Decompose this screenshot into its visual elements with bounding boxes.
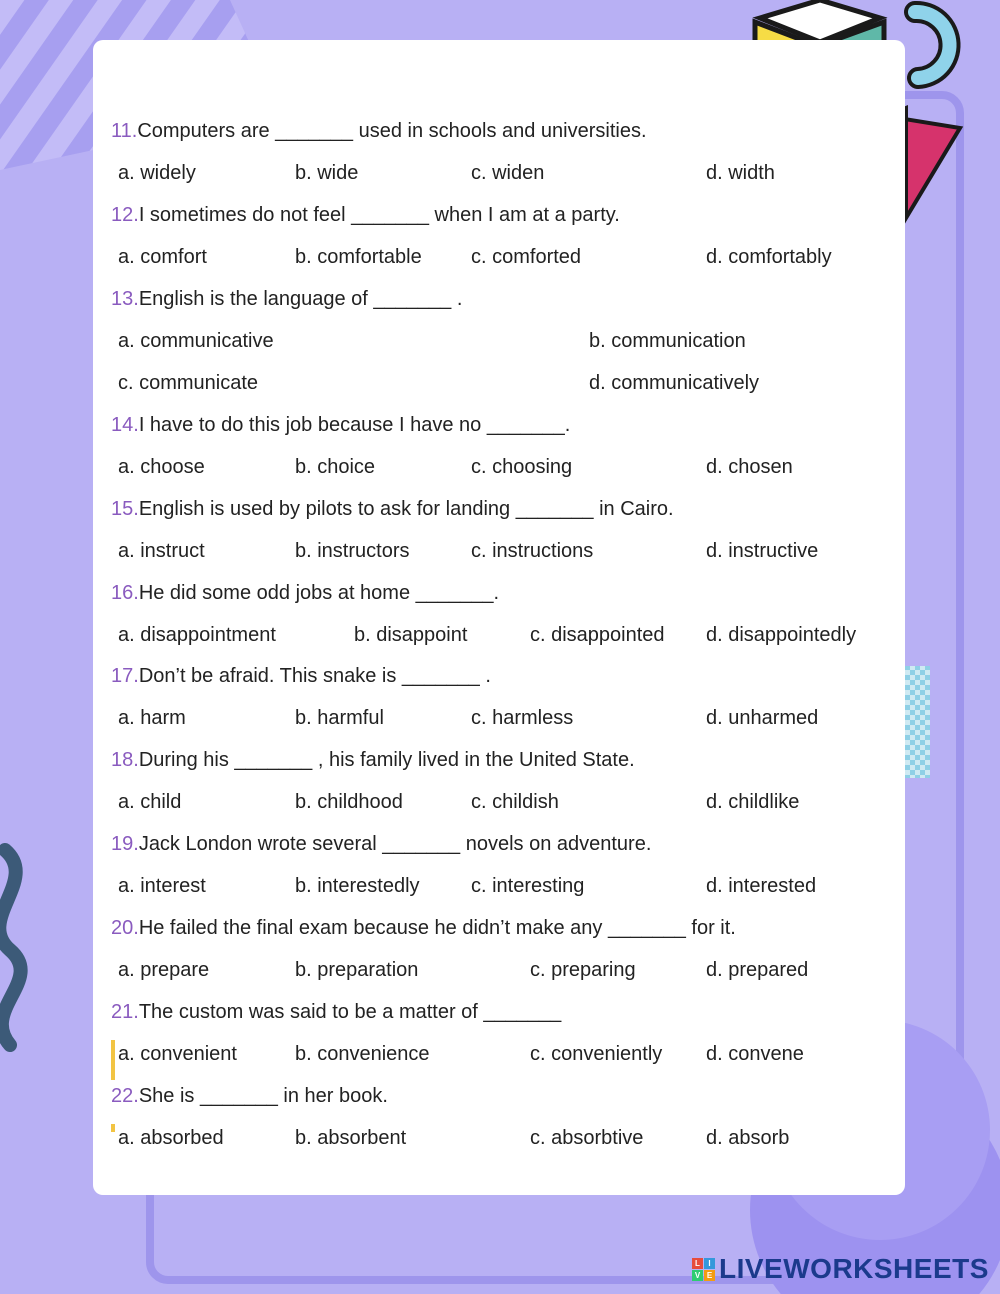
option-14-c[interactable]: c. choosing: [471, 456, 573, 478]
option-22-d[interactable]: d. absorb: [706, 1127, 790, 1149]
option-14-d[interactable]: d. chosen: [706, 456, 793, 478]
question-text: Jack London wrote several _______ novels on adventure.: [138, 833, 652, 855]
question-number: 21.: [111, 1001, 139, 1023]
option-17-b[interactable]: b. harmful: [295, 707, 384, 729]
question-number: 20.: [111, 917, 139, 939]
question-11: [111, 120, 647, 143]
option-16-c[interactable]: c. disappointed: [530, 624, 665, 646]
option-15-b[interactable]: b. instructors: [295, 540, 410, 562]
option-11-b[interactable]: b. wide: [295, 162, 359, 184]
option-19-d[interactable]: d. interested: [706, 875, 817, 897]
option-11-c[interactable]: c. widen: [471, 162, 545, 184]
option-18-a[interactable]: a. child: [118, 791, 182, 813]
option-12-c[interactable]: c. comforted: [471, 246, 582, 268]
brand-name: LIVEWORKSHEETS: [719, 1253, 989, 1284]
question-text: I have to do this job because I have no _______.: [138, 414, 571, 436]
question-21: [111, 1001, 561, 1024]
logo-icon: L I V E: [692, 1258, 715, 1281]
option-21-c[interactable]: c. conveniently: [530, 1043, 663, 1065]
option-13-c[interactable]: c. communicate: [118, 372, 259, 394]
question-number: 15.: [111, 498, 139, 520]
question-14: [111, 414, 570, 437]
option-16-b[interactable]: b. disappoint: [354, 624, 468, 646]
option-19-a[interactable]: a. interest: [118, 875, 206, 897]
option-11-d[interactable]: d. width: [706, 162, 775, 184]
option-13-b[interactable]: b. communication: [589, 330, 746, 352]
option-22-c[interactable]: c. absorbtive: [530, 1127, 644, 1149]
question-text: I sometimes do not feel _______ when I am at a party.: [138, 204, 620, 226]
option-14-a[interactable]: a. choose: [118, 456, 205, 478]
question-number: 11.: [111, 120, 138, 142]
option-16-a[interactable]: a. disappointment: [118, 624, 276, 646]
option-11-a[interactable]: a. widely: [118, 162, 196, 184]
question-text: Don’t be afraid. This snake is _______ .: [138, 665, 491, 687]
question-text: During his _______ , his family lived in the United State.: [138, 749, 635, 771]
liveworksheets-logo: [692, 1254, 989, 1284]
option-20-a[interactable]: a. prepare: [118, 959, 210, 981]
question-13: [111, 288, 462, 311]
question-number: 12.: [111, 204, 139, 226]
answer-marker: [111, 1124, 115, 1132]
question-17: [111, 665, 491, 688]
option-15-c[interactable]: c. instructions: [471, 540, 594, 562]
question-number: 18.: [111, 749, 139, 771]
question-12: [111, 204, 620, 227]
question-text: She is _______ in her book.: [138, 1085, 388, 1107]
option-12-a[interactable]: a. comfort: [118, 246, 207, 268]
option-16-d[interactable]: d. disappointedly: [706, 624, 857, 646]
option-17-a[interactable]: a. harm: [118, 707, 186, 729]
option-19-b[interactable]: b. interestedly: [295, 875, 420, 897]
option-18-c[interactable]: c. childish: [471, 791, 559, 813]
option-12-b[interactable]: b. comfortable: [295, 246, 422, 268]
option-19-c[interactable]: c. interesting: [471, 875, 585, 897]
option-21-b[interactable]: b. convenience: [295, 1043, 430, 1065]
question-number: 14.: [111, 414, 139, 436]
option-22-a[interactable]: a. absorbed: [118, 1127, 224, 1149]
question-22: [111, 1085, 388, 1108]
question-20: [111, 917, 736, 940]
question-number: 22.: [111, 1085, 139, 1107]
question-text: Computers are _______ used in schools and universities.: [137, 120, 647, 142]
option-21-a[interactable]: a. convenient: [118, 1043, 237, 1065]
question-number: 17.: [111, 665, 139, 687]
option-20-b[interactable]: b. preparation: [295, 959, 419, 981]
question-16: [111, 582, 499, 605]
question-18: [111, 749, 635, 772]
question-text: He failed the final exam because he didn’t make any _______ for it.: [138, 917, 736, 939]
answer-marker: [111, 1040, 115, 1080]
question-number: 13.: [111, 288, 139, 310]
option-21-d[interactable]: d. convene: [706, 1043, 804, 1065]
question-text: English is used by pilots to ask for landing _______ in Cairo.: [138, 498, 674, 520]
option-12-d[interactable]: d. comfortably: [706, 246, 832, 268]
question-number: 16.: [111, 582, 139, 604]
option-17-d[interactable]: d. unharmed: [706, 707, 819, 729]
option-22-b[interactable]: b. absorbent: [295, 1127, 407, 1149]
option-18-d[interactable]: d. childlike: [706, 791, 800, 813]
option-18-b[interactable]: b. childhood: [295, 791, 403, 813]
option-20-d[interactable]: d. prepared: [706, 959, 809, 981]
option-14-b[interactable]: b. choice: [295, 456, 376, 478]
question-number: 19.: [111, 833, 139, 855]
option-13-d[interactable]: d. communicatively: [589, 372, 760, 394]
option-17-c[interactable]: c. harmless: [471, 707, 574, 729]
question-15: [111, 498, 674, 521]
option-15-d[interactable]: d. instructive: [706, 540, 819, 562]
question-19: [111, 833, 651, 856]
question-text: English is the language of _______ .: [138, 288, 463, 310]
option-15-a[interactable]: a. instruct: [118, 540, 205, 562]
question-text: He did some odd jobs at home _______.: [138, 582, 500, 604]
option-20-c[interactable]: c. preparing: [530, 959, 636, 981]
option-13-a[interactable]: a. communicative: [118, 330, 274, 352]
question-text: The custom was said to be a matter of _______: [138, 1001, 562, 1023]
